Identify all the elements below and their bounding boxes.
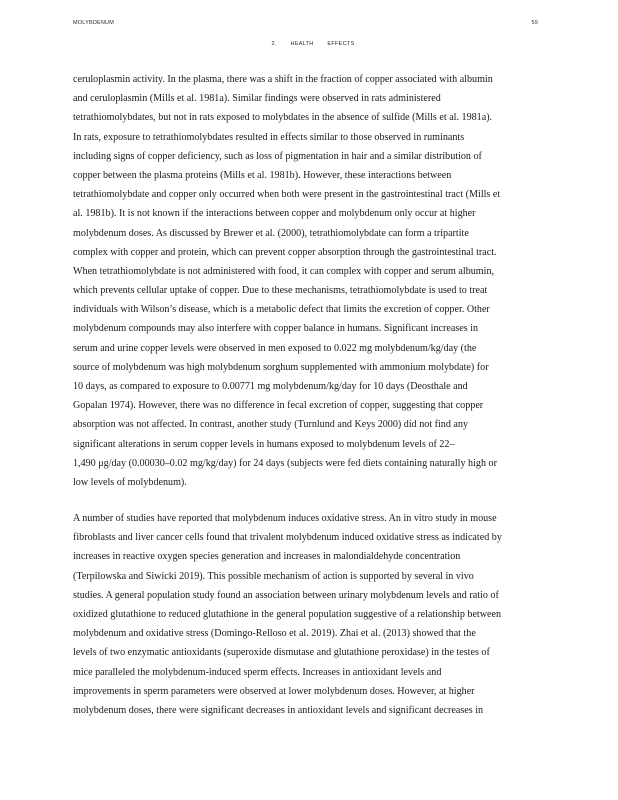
text-line: fibroblasts and liver cancer cells found that trivalent molybdenum induced oxidative stress as indicated by (73, 532, 502, 544)
paragraph-oxidative-stress (73, 509, 563, 720)
section-number: 2. (271, 41, 277, 47)
text-line: including signs of copper deficiency, such as loss of pigmentation in hair and a similar distribution of (73, 150, 482, 162)
text-line: and ceruloplasmin (Mills et al. 1981a). Similar findings were observed in rats administered (73, 93, 441, 105)
text-line: oxidized glutathione to reduced glutathione in the general population suggestive of a relationship between (73, 608, 502, 620)
text-line: In rats, exposure to tetrathiomolybdates resulted in effects similar to those observed in ruminants (73, 131, 465, 143)
text-line: tetrathiomolybdate and copper only occurred when both were present in the gastrointestinal tract (Mills et (73, 189, 501, 201)
page-number: 59 (531, 20, 538, 26)
section-header (0, 41, 618, 47)
text-line: low levels of molybdenum). (73, 476, 187, 488)
text-line: molybdenum doses, there were significant decreases in antioxidant levels and significant decreases in (73, 704, 484, 716)
text-line: When tetrathiomolybdate is not administered with food, it can complex with copper and serum albumin, (73, 265, 495, 277)
text-line: molybdenum doses. As discussed by Brewer et al. (2000), tetrathiomolybdate can form a tripartite (73, 227, 469, 239)
text-line: 10 days, as compared to exposure to 0.00771 mg molybdenum/kg/day for 10 days (Deosthale and (73, 381, 468, 392)
text-line: tetrathiomolybdates, but not in rats exposed to molybdates in the absence of sulfide (Mills et al. 1981a). (73, 112, 493, 124)
text-line: significant alterations in serum copper levels in humans exposed to molybdenum levels of 22– (73, 438, 455, 450)
text-line: mice paralleled the molybdenum-induced sperm effects. Increases in antioxidant levels and (73, 666, 442, 678)
paragraph-copper-interactions (73, 70, 563, 492)
document-title: MOLYBDENUM (73, 20, 115, 26)
text-line: complex with copper and protein, which can prevent copper absorption through the gastrointestinal tract. (73, 246, 497, 258)
text-line: serum and urine copper levels were observed in men exposed to 0.022 mg molybdenum/kg/day (the (73, 342, 477, 354)
text-line: 1,490 μg/day (0.00030–0.02 mg/kg/day) for 24 days (subjects were fed diets containing naturally high or (73, 457, 497, 469)
section-title-word-2: EFFECTS (327, 41, 355, 47)
text-line: A number of studies have reported that molybdenum induces oxidative stress. An in vitro study in mouse (73, 513, 497, 524)
text-line: which prevents cellular uptake of copper. Due to these mechanisms, tetrathiomolybdate is used to treat (73, 285, 488, 297)
text-line: (Terpilowska and Siwicki 2019). This possible mechanism of action is supported by several in vivo (73, 570, 474, 582)
text-line: copper between the plasma proteins (Mills et al. 1981b). However, these interactions between (73, 169, 452, 181)
text-line: individuals with Wilson’s disease, which is a metabolic defect that limits the excretion of copper. Other (73, 304, 490, 316)
text-line: studies. A general population study found an association between urinary molybdenum levels and ratio of (73, 589, 499, 601)
text-line: Gopalan 1974). However, there was no difference in fecal excretion of copper, suggesting that copper (73, 400, 484, 412)
text-line: molybdenum and oxidative stress (Domingo-Relloso et al. 2019). Zhai et al. (2013) showed that the (73, 628, 476, 640)
text-line: levels of two enzymatic antioxidants (superoxide dismutase and glutathione peroxidase) in the testes of (73, 647, 490, 659)
text-line: molybdenum compounds may also interfere with copper balance in humans. Significant increases in (73, 323, 479, 335)
text-line: source of molybdenum was high molybdenum sorghum supplemented with ammonium molybdate) for (73, 361, 489, 373)
text-line: improvements in sperm parameters were observed at lower molybdenum doses. However, at higher (73, 685, 475, 697)
text-line: absorption was not affected. In contrast, another study (Turnlund and Keys 2000) did not find any (73, 419, 468, 431)
section-title-word-1: HEALTH (290, 41, 314, 47)
text-line: increases in reactive oxygen species generation and increases in malondialdehyde concentration (73, 551, 461, 563)
text-line: al. 1981b). It is not known if the interactions between copper and molybdenum only occur at higher (73, 208, 476, 220)
text-line: ceruloplasmin activity. In the plasma, there was a shift in the fraction of copper associated with albumin (73, 74, 493, 85)
